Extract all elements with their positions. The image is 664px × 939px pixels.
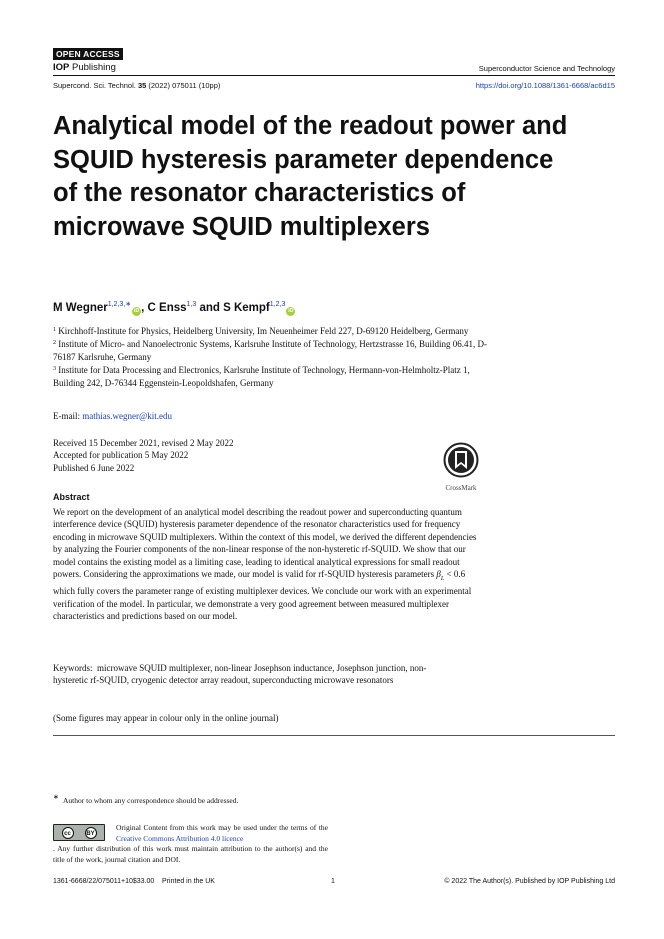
received-date: Received 15 December 2021, revised 2 May 2022 [53,438,234,448]
header-divider [53,75,615,76]
footer-copyright: © 2022 The Author(s). Published by IOP Publishing Ltd [444,878,615,885]
published-date: Published 6 June 2022 [53,462,135,473]
footer-issn: 1361-6668/22/075011+10$33.00 Printed in the UK [53,878,215,885]
section-divider [53,735,615,736]
author-affiliation-marks: 1,2,3 [269,301,286,308]
affiliation-number: 2 [53,340,56,347]
author-name: C Enss [147,302,187,314]
affiliation-item [53,363,493,389]
page-number: 1 [331,878,335,885]
author-separator: and [196,302,224,314]
orcid-icon[interactable]: iD [133,308,140,314]
beta-symbol: $\beta_L$ [436,569,445,582]
author-list [53,300,295,316]
affiliation-text: Institute of Micro- and Nanoelectronic Systems, Karlsruhe Institute of Technology, Hertzstrasse 16, Building 06.41, D-76187 Karlsruhe, Germany [53,339,488,362]
accepted-date: Accepted for publication 5 May 2022 [53,450,189,461]
crossmark-label: CrossMark [445,484,477,492]
email-link[interactable]: mathias.wegner@kit.edu [82,411,173,421]
license-text-continued: . Any further distribution of this work must maintain attribution to the author(s) and the title of the work, journal citation and DOI. [53,844,328,864]
affiliation-number: 1 [53,327,56,333]
affiliation-text: Kirchhoff-Institute for Physics, Heidelberg University, Im Neuenheimer Feld 227, D-69120 Heidelberg, Germany [56,326,469,336]
by-icon: BY [85,827,97,839]
crossmark-button[interactable] [440,442,482,492]
keywords: Keywords: microwave SQUID multiplexer, non-linear Josephson inductance, Josephson junction, non-hysteretic rf-SQUID, cryogenic detector array readout, superconducting microwave resonators [53,663,427,686]
cc-by-license-icon[interactable] [53,824,105,841]
citation-line: Supercond. Sci. Technol. 35 (2022) 075011 (10pp) [53,81,221,90]
orcid-icon[interactable]: iD [288,308,294,314]
cc-icon: cc [62,827,74,839]
doi-link[interactable]: https://doi.org/10.1088/1361-6668/ac6d15 [475,81,615,90]
footnote-text: Author to whom any correspondence should be addressed. [63,796,239,805]
author-affiliation-marks: 1,2,3,∗ [107,301,132,308]
affiliation-item [53,337,493,363]
author-affiliation-marks: 1,3 [186,301,197,308]
colour-note: (Some figures may appear in colour only in the online journal) [53,713,279,723]
author-separator: , [141,302,148,314]
open-access-badge: OPEN ACCESS [53,48,123,60]
paper-title: Analytical model of the readout power and SQUID hysteresis parameter dependence of the resonator characteristics of microwave SQUID multiplexers [53,112,568,241]
affiliation-list [53,324,493,389]
author-name: S Kempf [223,302,270,314]
affiliation-number: 3 [53,366,56,373]
license-link[interactable]: Creative Commons Attribution 4.0 licence [116,833,244,843]
crossmark-icon [443,442,479,478]
publication-dates [53,437,233,474]
author-name: M Wegner [53,302,108,314]
affiliation-text: Institute for Data Processing and Electronics, Karlsruhe Institute of Technology, Hermann-von-Helmholtz-Platz 1, Building 242, D-76344 Eggenstein-Leopoldshafen, Germany [53,365,470,388]
publisher-logo: IOP Publishing [53,62,116,73]
abstract-text: We report on the development of an analytical model describing the readout power and superconducting quantum interference device (SQUID) hysteresis parameter dependence of the resonator characteristics used for frequency encoding in microwave SQUID multiplexers. Within the context of this model, we derived the different dependencies by analyzing the Fourier components of the non-linear response of the non-hysteretic rf-SQUID. We show that our model contains the existing model as a limiting case, leading to identical analytical expressions for small readout powers. Considering the approximations we made, our model is valid for rf-SQUID hysteresis parameters $\beta_L < 0.6$ which fully covers the parameter range of existing multiplexer devices. We conclude our work with an experimental verification of the model. In particular, we demonstrate a very good agreement between measured multiplexer characteristics and predictions based on our model. [53,507,477,622]
footnote-marker: ∗ [53,793,59,801]
affiliation-item [53,324,493,337]
corresponding-email: E-mail: mathias.wegner@kit.edu [53,411,173,421]
journal-name: Superconductor Science and Technology [478,64,615,73]
license-text: Original Content from this work may be used under the terms of the Creative Commons Attribution 4.0 licence [116,823,328,843]
abstract-heading: Abstract [53,492,90,502]
